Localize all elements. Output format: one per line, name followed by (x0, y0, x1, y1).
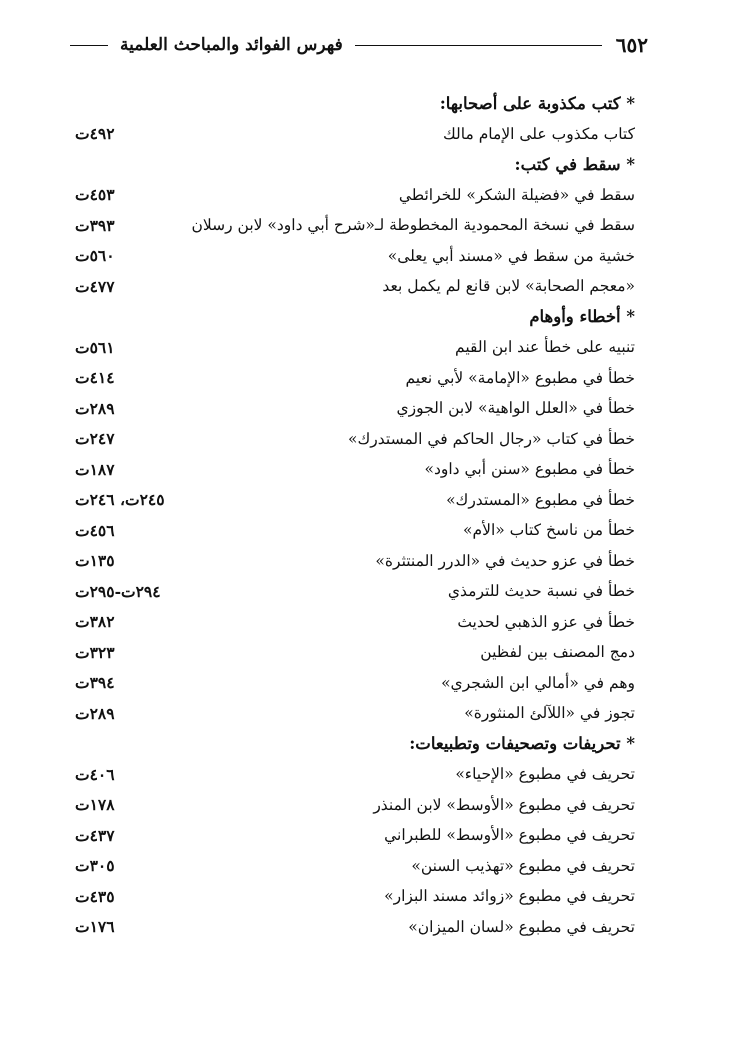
index-entry (75, 637, 635, 668)
index-entry (75, 119, 635, 150)
page-reference: ٤١٤ت (75, 368, 115, 388)
index-entry (75, 820, 635, 851)
header-rule (70, 45, 108, 46)
index-entry (75, 546, 635, 577)
entry-text: خطأ في كتاب «رجال الحاكم في المستدرك» (348, 429, 635, 448)
section-heading-text: * كتب مكذوبة على أصحابها: (439, 93, 635, 113)
page-reference: ٤٣٥ت (75, 886, 115, 906)
header-title: فهرس الفوائد والمباحث العلمية (120, 35, 343, 55)
index-entry (75, 668, 635, 699)
index-entry (75, 790, 635, 821)
entry-text: تحريف في مطبوع «تهذيب السنن» (411, 856, 635, 875)
index-entry (75, 759, 635, 790)
page-reference: ٣٩٤ت (75, 673, 115, 693)
entry-text: دمج المصنف بين لفظين (480, 643, 635, 662)
page-reference: ١٣٥ت (75, 551, 115, 571)
section-heading (75, 729, 635, 760)
entry-text: خطأ في مطبوع «المستدرك» (446, 490, 635, 509)
entry-text: تحريف في مطبوع «الأوسط» للطبراني (384, 826, 635, 845)
page-reference: ٥٦٠ت (75, 246, 115, 266)
entry-text: سقط في «فضيلة الشكر» للخرائطي (398, 185, 635, 204)
section-heading (75, 302, 635, 333)
index-entry (75, 210, 635, 241)
index-entry (75, 912, 635, 943)
entry-text: وهم في «أمالي ابن الشجري» (441, 673, 635, 692)
header-rule (355, 45, 602, 46)
entry-text: خطأ في عزو الذهبي لحديث (457, 612, 635, 631)
page-reference: ٣٠٥ت (75, 856, 115, 876)
index-entry (75, 424, 635, 455)
page-reference: ٤٥٣ت (75, 185, 115, 205)
page-reference: ٢٩٤ت-٢٩٥ت (75, 581, 161, 601)
entry-text: «معجم الصحابة» لابن قانع لم يكمل بعد (382, 277, 635, 296)
page-reference: ٢٤٥ت، ٢٤٦ت (75, 490, 165, 510)
page-reference: ٣٩٣ت (75, 215, 115, 235)
index-entry (75, 698, 635, 729)
page-reference: ١٧٨ت (75, 795, 115, 815)
section-heading-text: * سقط في كتب: (514, 154, 635, 174)
page-reference: ٢٨٩ت (75, 398, 115, 418)
index-entry (75, 485, 635, 516)
page-reference: ٤٠٦ت (75, 764, 115, 784)
index-entry (75, 454, 635, 485)
page-reference: ٤٥٦ت (75, 520, 115, 540)
index-entry (75, 241, 635, 272)
entry-text: خشية من سقط في «مسند أبي يعلى» (387, 246, 635, 265)
page-reference: ٥٦١ت (75, 337, 115, 357)
page-reference: ١٨٧ت (75, 459, 115, 479)
entry-text: خطأ من ناسخ كتاب «الأم» (463, 521, 635, 540)
entry-text: خطأ في نسبة حديث للترمذي (447, 582, 635, 601)
section-heading-text: * أخطاء وأوهام (529, 307, 635, 327)
page-reference: ٢٨٩ت (75, 703, 115, 723)
index-entry (75, 393, 635, 424)
index-entry (75, 271, 635, 302)
index-entry (75, 851, 635, 882)
entry-text: خطأ في عزو حديث في «الدرر المنتثرة» (375, 551, 635, 570)
section-heading (75, 88, 635, 119)
entry-text: كتاب مكذوب على الإمام مالك (442, 124, 635, 143)
page-reference: ١٧٦ت (75, 917, 115, 937)
entry-text: تحريف في مطبوع «لسان الميزان» (408, 917, 635, 936)
index-entry (75, 607, 635, 638)
page-reference: ٢٤٧ت (75, 429, 115, 449)
index-entry (75, 332, 635, 363)
page-reference: ٤٧٧ت (75, 276, 115, 296)
entry-text: تحريف في مطبوع «زوائد مسند البزار» (384, 887, 635, 906)
entry-text: تنبيه على خطأ عند ابن القيم (455, 338, 635, 357)
page-reference: ٣٨٢ت (75, 612, 115, 632)
running-header (70, 30, 648, 60)
section-heading (75, 149, 635, 180)
page-reference: ٣٢٣ت (75, 642, 115, 662)
entry-text: خطأ في «العلل الواهية» لابن الجوزي (396, 399, 635, 418)
entry-text: سقط في نسخة المحمودية المخطوطة لـ«شرح أبي داود» لابن رسلان (191, 216, 635, 235)
index-entry (75, 881, 635, 912)
index-entry (75, 576, 635, 607)
entry-text: تحريف في مطبوع «الأوسط» لابن المنذر (373, 795, 635, 814)
entry-text: خطأ في مطبوع «سنن أبي داود» (424, 460, 635, 479)
entry-text: تحريف في مطبوع «الإحياء» (455, 765, 635, 784)
index-entry (75, 515, 635, 546)
section-heading-text: * تحريفات وتصحيفات وتطبيعات: (409, 734, 635, 754)
index-entry (75, 180, 635, 211)
page-number: ٦٥٢ (615, 33, 648, 57)
index-entry (75, 363, 635, 394)
page-reference: ٤٣٧ت (75, 825, 115, 845)
index-list (75, 88, 635, 942)
entry-text: تجوز في «اللآلئ المنثورة» (464, 704, 635, 723)
entry-text: خطأ في مطبوع «الإمامة» لأبي نعيم (405, 368, 635, 387)
page-reference: ٤٩٢ت (75, 124, 115, 144)
